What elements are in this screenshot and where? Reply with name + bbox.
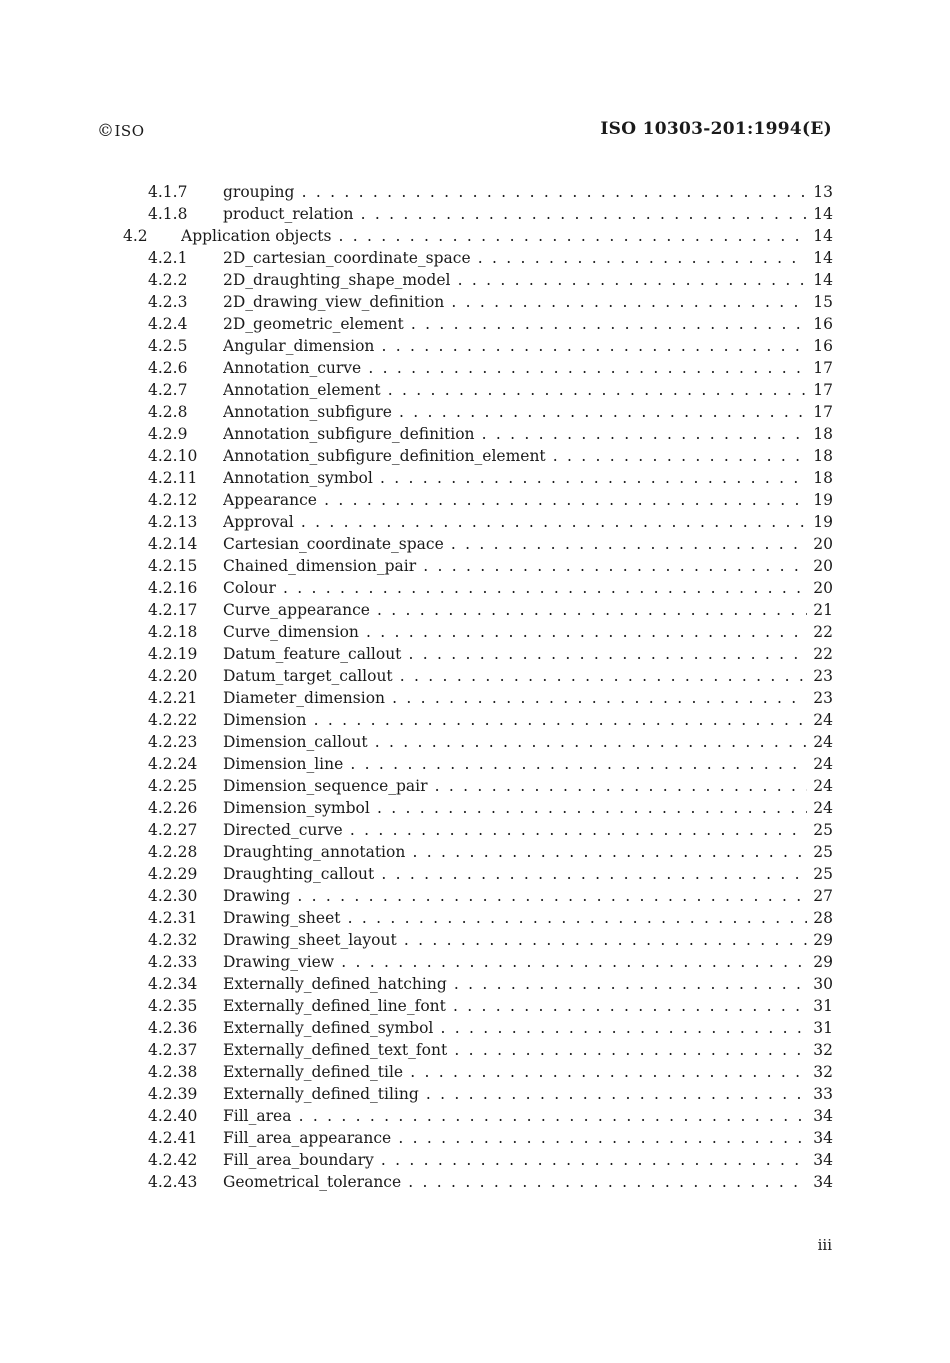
toc-entry-title: Dimension_sequence_pair . . . xyxy=(223,775,810,797)
toc-entry-title: Angular_dimension . . . xyxy=(223,335,810,357)
toc-entry-number: 4.2.1 xyxy=(148,249,188,267)
toc-entry-page: 23 xyxy=(807,687,833,709)
toc-entry-number: 4.2.12 xyxy=(148,491,198,509)
toc-entry[interactable] xyxy=(0,445,950,467)
toc-entry[interactable] xyxy=(0,291,950,313)
toc-entry-title: Externally_defined_hatching . . . xyxy=(223,973,810,995)
toc-entry-number: 4.2 xyxy=(123,227,148,245)
toc-entry-page: 34 xyxy=(807,1105,833,1127)
toc-entry[interactable] xyxy=(0,687,950,709)
toc-entry[interactable] xyxy=(0,1061,950,1083)
toc-entry-title: Externally_defined_tiling . . . xyxy=(223,1083,810,1105)
toc-entry-number: 4.2.39 xyxy=(148,1085,198,1103)
toc-entry-title: product_relation . . . xyxy=(223,203,810,225)
toc-entry[interactable] xyxy=(0,665,950,687)
toc-entry-page: 34 xyxy=(807,1149,833,1171)
toc-entry-number: 4.2.28 xyxy=(148,843,198,861)
toc-entry-page: 18 xyxy=(807,467,833,489)
toc-entry-page: 21 xyxy=(807,599,833,621)
toc-entry[interactable] xyxy=(0,1127,950,1149)
toc-entry-title: Curve_appearance . . . xyxy=(223,599,810,621)
toc-entry-number: 4.2.37 xyxy=(148,1041,198,1059)
toc-entry-title: Datum_feature_callout . . . xyxy=(223,643,810,665)
toc-entry-page: 14 xyxy=(807,225,833,247)
toc-entry-number: 4.2.36 xyxy=(148,1019,198,1037)
toc-entry-number: 4.2.30 xyxy=(148,887,198,905)
toc-entry[interactable] xyxy=(0,951,950,973)
toc-entry[interactable] xyxy=(0,841,950,863)
toc-entry-page: 20 xyxy=(807,577,833,599)
toc-entry-number: 4.2.8 xyxy=(148,403,188,421)
toc-entry-number: 4.2.6 xyxy=(148,359,188,377)
toc-entry[interactable] xyxy=(0,511,950,533)
toc-entry[interactable] xyxy=(0,819,950,841)
toc-entry-number: 4.2.11 xyxy=(148,469,198,487)
standard-identifier: ISO 10303-201:1994(E) xyxy=(600,119,832,139)
toc-entry[interactable] xyxy=(0,203,950,225)
toc-entry-page: 18 xyxy=(807,445,833,467)
header-org: ISO xyxy=(114,122,145,140)
toc-entry-title: Annotation_curve . . . xyxy=(223,357,810,379)
toc-entry-page: 20 xyxy=(807,555,833,577)
toc-entry-title: Draughting_callout . . . xyxy=(223,863,810,885)
toc-entry-page: 32 xyxy=(807,1061,833,1083)
toc-entry-page: 20 xyxy=(807,533,833,555)
toc-entry-title: 2D_draughting_shape_model . . . xyxy=(223,269,810,291)
toc-entry-title: Dimension . . . xyxy=(223,709,810,731)
toc-entry-number: 4.2.22 xyxy=(148,711,198,729)
toc-entry[interactable] xyxy=(0,621,950,643)
table-of-contents xyxy=(0,181,950,1193)
toc-entry-number: 4.2.27 xyxy=(148,821,198,839)
toc-entry-page: 22 xyxy=(807,643,833,665)
toc-entry-number: 4.2.2 xyxy=(148,271,188,289)
toc-entry-number: 4.2.40 xyxy=(148,1107,198,1125)
toc-entry-number: 4.2.41 xyxy=(148,1129,198,1147)
toc-entry-title: Dimension_symbol . . . xyxy=(223,797,810,819)
toc-entry-title: Annotation_element . . . xyxy=(223,379,810,401)
toc-entry-page: 29 xyxy=(807,929,833,951)
toc-entry-page: 17 xyxy=(807,357,833,379)
toc-entry-page: 16 xyxy=(807,313,833,335)
toc-entry[interactable] xyxy=(0,533,950,555)
toc-entry-page: 28 xyxy=(807,907,833,929)
toc-entry-title: Externally_defined_tile . . . xyxy=(223,1061,810,1083)
toc-entry-title: Chained_dimension_pair . . . xyxy=(223,555,810,577)
toc-entry-number: 4.2.7 xyxy=(148,381,188,399)
toc-entry-title: Appearance . . . xyxy=(223,489,810,511)
toc-entry-page: 27 xyxy=(807,885,833,907)
toc-entry[interactable] xyxy=(0,489,950,511)
toc-entry-page: 24 xyxy=(807,709,833,731)
toc-entry-number: 4.2.29 xyxy=(148,865,198,883)
toc-entry-page: 14 xyxy=(807,203,833,225)
toc-entry-page: 25 xyxy=(807,863,833,885)
toc-entry-title: Curve_dimension . . . xyxy=(223,621,810,643)
toc-entry-page: 25 xyxy=(807,819,833,841)
toc-entry-title: Colour . . . xyxy=(223,577,810,599)
toc-entry-page: 24 xyxy=(807,753,833,775)
toc-entry[interactable] xyxy=(0,731,950,753)
toc-entry-number: 4.1.7 xyxy=(148,183,188,201)
toc-entry-page: 31 xyxy=(807,995,833,1017)
toc-entry-number: 4.2.20 xyxy=(148,667,198,685)
toc-entry[interactable] xyxy=(0,929,950,951)
toc-entry-page: 33 xyxy=(807,1083,833,1105)
toc-entry[interactable] xyxy=(0,1105,950,1127)
toc-entry-page: 14 xyxy=(807,269,833,291)
toc-entry-title: Externally_defined_line_font . . . xyxy=(223,995,810,1017)
toc-entry-number: 4.2.3 xyxy=(148,293,188,311)
toc-entry-number: 4.2.21 xyxy=(148,689,198,707)
toc-entry-number: 4.2.34 xyxy=(148,975,198,993)
toc-entry-page: 16 xyxy=(807,335,833,357)
toc-entry-number: 4.2.17 xyxy=(148,601,198,619)
toc-entry[interactable] xyxy=(0,753,950,775)
toc-entry-page: 19 xyxy=(807,489,833,511)
toc-entry-page: 17 xyxy=(807,401,833,423)
toc-entry-page: 24 xyxy=(807,731,833,753)
toc-entry-title: Annotation_subfigure_definition . . . xyxy=(223,423,810,445)
toc-entry-title: Fill_area_appearance . . . xyxy=(223,1127,810,1149)
toc-entry[interactable] xyxy=(0,181,950,203)
toc-entry-number: 4.2.9 xyxy=(148,425,188,443)
toc-entry-title: Externally_defined_symbol . . . xyxy=(223,1017,810,1039)
toc-entry-number: 4.2.10 xyxy=(148,447,198,465)
toc-entry[interactable] xyxy=(0,357,950,379)
toc-entry-title: Application objects . . . xyxy=(181,225,810,247)
toc-entry-page: 19 xyxy=(807,511,833,533)
toc-entry-number: 4.2.43 xyxy=(148,1173,198,1191)
toc-entry-number: 4.2.32 xyxy=(148,931,198,949)
toc-entry[interactable] xyxy=(0,797,950,819)
toc-entry-page: 31 xyxy=(807,1017,833,1039)
toc-entry-number: 4.2.31 xyxy=(148,909,198,927)
toc-entry-title: Drawing_sheet . . . xyxy=(223,907,810,929)
toc-entry-title: Dimension_line . . . xyxy=(223,753,810,775)
toc-entry-number: 4.2.35 xyxy=(148,997,198,1015)
toc-entry[interactable] xyxy=(0,401,950,423)
toc-entry-title: Directed_curve . . . xyxy=(223,819,810,841)
toc-entry-title: Drawing_sheet_layout . . . xyxy=(223,929,810,951)
toc-entry-title: Externally_defined_text_font . . . xyxy=(223,1039,810,1061)
toc-entry-title: Cartesian_coordinate_space . . . xyxy=(223,533,810,555)
toc-entry-number: 4.2.26 xyxy=(148,799,198,817)
toc-entry[interactable] xyxy=(0,1083,950,1105)
toc-entry[interactable] xyxy=(0,1171,950,1193)
toc-entry[interactable] xyxy=(0,423,950,445)
toc-entry-number: 4.2.24 xyxy=(148,755,198,773)
toc-entry-title: Approval . . . xyxy=(223,511,810,533)
toc-entry-number: 4.2.4 xyxy=(148,315,188,333)
toc-entry-page: 34 xyxy=(807,1127,833,1149)
toc-entry[interactable] xyxy=(0,269,950,291)
toc-entry-number: 4.2.19 xyxy=(148,645,198,663)
toc-entry[interactable] xyxy=(0,1039,950,1061)
toc-entry-page: 14 xyxy=(807,247,833,269)
page-number: iii xyxy=(817,1236,832,1254)
toc-entry-number: 4.2.15 xyxy=(148,557,198,575)
toc-entry[interactable] xyxy=(0,643,950,665)
toc-entry-page: 17 xyxy=(807,379,833,401)
toc-entry[interactable] xyxy=(0,379,950,401)
toc-entry[interactable] xyxy=(0,225,950,247)
toc-entry[interactable] xyxy=(0,247,950,269)
toc-entry-title: Annotation_subfigure_definition_element . . . xyxy=(223,445,810,467)
toc-entry-title: Dimension_callout . . . xyxy=(223,731,810,753)
toc-entry-page: 24 xyxy=(807,775,833,797)
toc-entry-page: 32 xyxy=(807,1039,833,1061)
toc-entry-number: 4.2.5 xyxy=(148,337,188,355)
toc-entry-title: Annotation_subfigure . . . xyxy=(223,401,810,423)
toc-entry-number: 4.2.13 xyxy=(148,513,198,531)
toc-entry-number: 4.2.38 xyxy=(148,1063,198,1081)
toc-entry[interactable] xyxy=(0,577,950,599)
toc-entry[interactable] xyxy=(0,1017,950,1039)
toc-entry[interactable] xyxy=(0,313,950,335)
toc-entry-number: 4.2.25 xyxy=(148,777,198,795)
copyright-mark xyxy=(97,121,145,141)
toc-entry-title: Draughting_annotation . . . xyxy=(223,841,810,863)
toc-entry-page: 25 xyxy=(807,841,833,863)
toc-entry-title: Annotation_symbol . . . xyxy=(223,467,810,489)
toc-entry-page: 30 xyxy=(807,973,833,995)
toc-entry-title: 2D_cartesian_coordinate_space . . . xyxy=(223,247,810,269)
copyright-icon: © xyxy=(97,121,115,141)
toc-entry[interactable] xyxy=(0,885,950,907)
toc-entry-title: Datum_target_callout . . . xyxy=(223,665,810,687)
toc-entry[interactable] xyxy=(0,907,950,929)
toc-entry-number: 4.1.8 xyxy=(148,205,188,223)
toc-entry-number: 4.2.23 xyxy=(148,733,198,751)
toc-entry-title: 2D_drawing_view_definition . . . xyxy=(223,291,810,313)
toc-entry[interactable] xyxy=(0,775,950,797)
toc-entry[interactable] xyxy=(0,1149,950,1171)
toc-entry-title: Geometrical_tolerance . . . xyxy=(223,1171,810,1193)
toc-entry-number: 4.2.16 xyxy=(148,579,198,597)
toc-entry-number: 4.2.42 xyxy=(148,1151,198,1169)
toc-entry-page: 13 xyxy=(807,181,833,203)
toc-entry-title: Fill_area . . . xyxy=(223,1105,810,1127)
toc-entry-title: 2D_geometric_element . . . xyxy=(223,313,810,335)
toc-entry-page: 15 xyxy=(807,291,833,313)
toc-entry-page: 18 xyxy=(807,423,833,445)
toc-entry[interactable] xyxy=(0,995,950,1017)
toc-entry-title: grouping . . . xyxy=(223,181,810,203)
toc-entry-page: 22 xyxy=(807,621,833,643)
toc-entry-title: Diameter_dimension . . . xyxy=(223,687,810,709)
toc-entry[interactable] xyxy=(0,555,950,577)
toc-entry[interactable] xyxy=(0,467,950,489)
toc-entry[interactable] xyxy=(0,863,950,885)
toc-entry[interactable] xyxy=(0,709,950,731)
toc-entry-page: 29 xyxy=(807,951,833,973)
toc-entry-title: Drawing_view . . . xyxy=(223,951,810,973)
toc-entry[interactable] xyxy=(0,335,950,357)
toc-entry-number: 4.2.14 xyxy=(148,535,198,553)
toc-entry-title: Fill_area_boundary . . . xyxy=(223,1149,810,1171)
toc-entry-title: Drawing . . . xyxy=(223,885,810,907)
toc-entry-page: 24 xyxy=(807,797,833,819)
toc-entry-number: 4.2.33 xyxy=(148,953,198,971)
toc-entry[interactable] xyxy=(0,599,950,621)
toc-entry-number: 4.2.18 xyxy=(148,623,198,641)
toc-entry-page: 23 xyxy=(807,665,833,687)
toc-entry[interactable] xyxy=(0,973,950,995)
toc-entry-page: 34 xyxy=(807,1171,833,1193)
